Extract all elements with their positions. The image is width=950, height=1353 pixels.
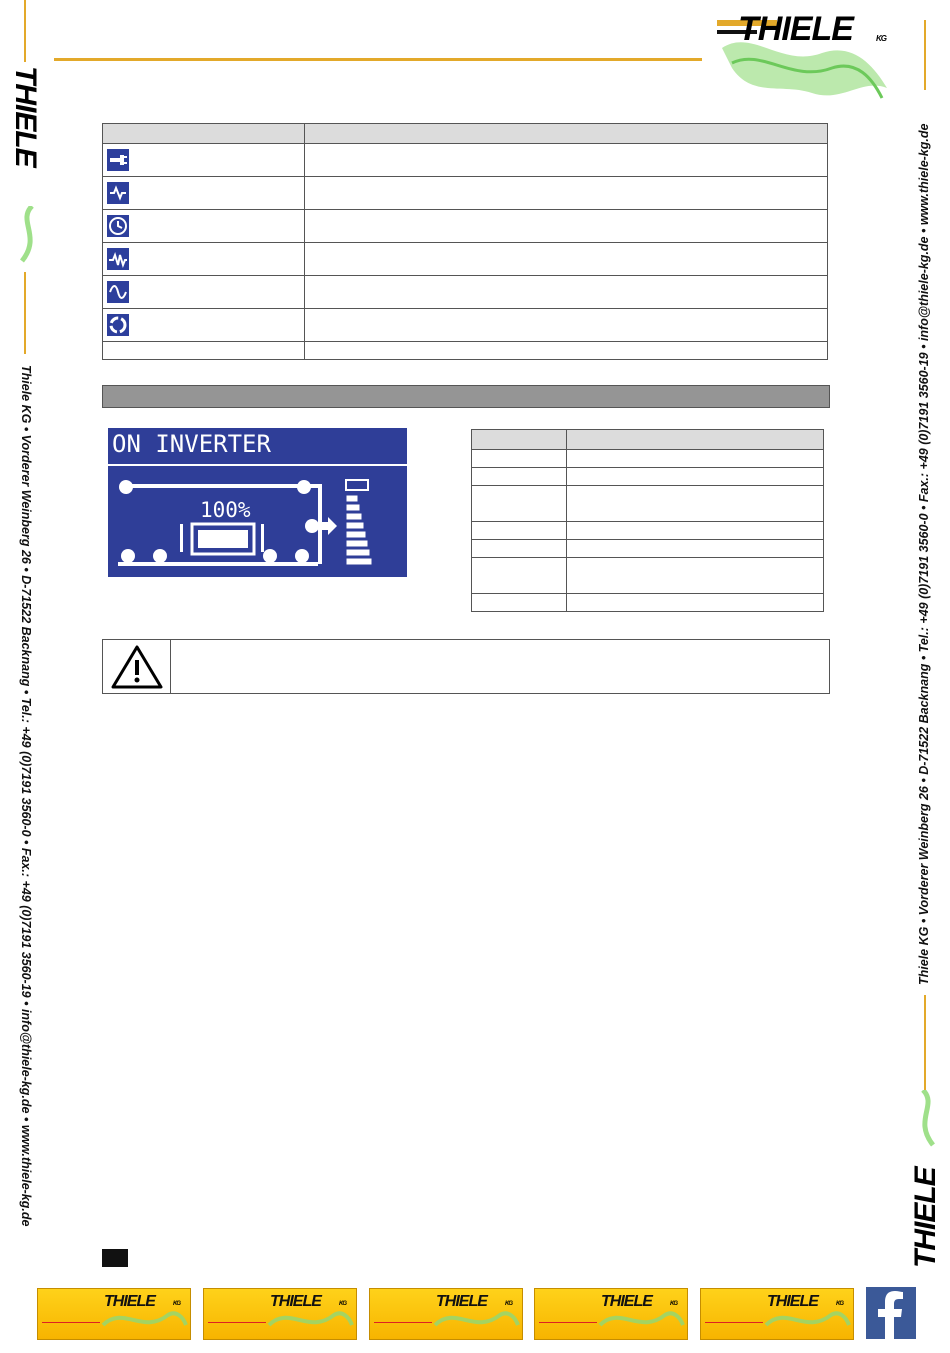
side-logo-right (905, 1090, 945, 1280)
legend-cell (472, 468, 567, 486)
table-row (472, 450, 824, 468)
side-logo-word: THIELE (9, 66, 42, 167)
sine-wave-icon (107, 281, 129, 303)
lcd-separator (108, 464, 407, 466)
footer-banner-tile[interactable] (203, 1288, 357, 1340)
tile-suffix: KG (173, 1301, 180, 1307)
icon-desc-1 (305, 144, 828, 177)
tile-rule (705, 1322, 763, 1323)
icon-table-header-2 (305, 124, 828, 144)
plug-icon (107, 149, 129, 171)
icon-desc-5 (305, 276, 828, 309)
side-logo-left (10, 66, 42, 266)
legend-cell (472, 450, 567, 468)
section-heading-bar (102, 385, 830, 408)
table-row (103, 144, 828, 177)
table-row (103, 210, 828, 243)
legend-cell (567, 522, 824, 540)
lcd-diagram (108, 468, 407, 577)
side-rule-right-top (924, 20, 926, 90)
legend-table (471, 429, 824, 612)
clock-icon (107, 215, 129, 237)
load-bar (347, 505, 359, 510)
facebook-link[interactable] (866, 1287, 916, 1339)
legend-cell (567, 486, 824, 522)
recycle-icon (107, 314, 129, 336)
header-rule (54, 58, 702, 61)
load-bar (347, 523, 363, 528)
table-row (103, 276, 828, 309)
tile-suffix: KG (339, 1301, 346, 1307)
icon-desc-3 (305, 210, 828, 243)
side-swoosh-right-icon (913, 1090, 943, 1150)
legend-cell (472, 558, 567, 594)
battery-fill (198, 530, 248, 548)
load-bar (347, 496, 357, 501)
legend-cell (472, 486, 567, 522)
table-row (103, 309, 828, 342)
tile-rule (374, 1322, 432, 1323)
wave-icon (107, 182, 129, 204)
warning-box (102, 639, 830, 694)
side-contact-left: Thiele KG • Vorderer Weinberg 26 • D-71522 Backnang • Tel.: +49 (0)7191 3560-0 • Fax.: +49 (0)7191 3560-19 • info@thiele-kg.de • www.thiele-kg.de (19, 365, 33, 1227)
load-bar (347, 514, 361, 519)
header-logo (712, 8, 892, 108)
table-row (103, 243, 828, 276)
tile-word: THIELE (104, 1293, 155, 1310)
icon-desc-6 (305, 309, 828, 342)
footer-banner-tile[interactable] (700, 1288, 854, 1340)
tile-word: THIELE (270, 1293, 321, 1310)
tile-rule (208, 1322, 266, 1323)
load-level-bars (346, 480, 371, 564)
legend-cell (567, 450, 824, 468)
bypass-wave-icon (107, 248, 129, 270)
side-swoosh-icon (12, 206, 42, 266)
side-rule-right-bottom (924, 995, 926, 1090)
load-bar-cap (346, 480, 368, 490)
warning-icon (110, 644, 164, 690)
tile-suffix: KG (505, 1301, 512, 1307)
load-bar (347, 541, 367, 546)
footer-banner-tile[interactable] (37, 1288, 191, 1340)
icon-desc-7 (305, 342, 828, 360)
footer-banner-tile[interactable] (534, 1288, 688, 1340)
legend-header-2 (567, 430, 824, 450)
logo-word: THIELE (738, 10, 853, 48)
warning-divider (170, 640, 171, 693)
legend-header-1 (472, 430, 567, 450)
lcd-percent: 100% (200, 498, 251, 522)
lcd-title: ON INVERTER (112, 430, 271, 458)
side-logo-right-word: THIELE (909, 1167, 942, 1268)
icon-desc-2 (305, 177, 828, 210)
logo-suffix: KG (876, 34, 886, 43)
load-bar (347, 550, 369, 555)
legend-cell (472, 522, 567, 540)
load-bar (347, 559, 371, 564)
side-contact-right: Thiele KG • Vorderer Weinberg 26 • D-71522 Backnang • Tel.: +49 (0)7191 3560-0 • Fax.: +49 (0)7191 3560-19 • info@thiele-kg.de • www.thiele-kg.de (917, 123, 931, 985)
tile-word: THIELE (767, 1293, 818, 1310)
legend-cell (567, 468, 824, 486)
table-row (472, 540, 824, 558)
lcd-display (108, 428, 407, 577)
tile-suffix: KG (670, 1301, 677, 1307)
side-rule-left (24, 272, 26, 354)
table-row (103, 342, 828, 360)
table-row (472, 486, 824, 522)
tile-word: THIELE (601, 1293, 652, 1310)
facebook-icon (866, 1287, 916, 1339)
table-row (472, 594, 824, 612)
tile-rule (42, 1322, 100, 1323)
footer-banner-tile[interactable] (369, 1288, 523, 1340)
table-row (472, 468, 824, 486)
icon-desc-4 (305, 243, 828, 276)
legend-cell (567, 558, 824, 594)
table-row (472, 558, 824, 594)
legend-cell (472, 540, 567, 558)
load-bar (347, 532, 365, 537)
table-row (103, 177, 828, 210)
icon-table (102, 123, 828, 360)
icon-table-header-1 (103, 124, 305, 144)
tile-word: THIELE (436, 1293, 487, 1310)
tile-rule (539, 1322, 597, 1323)
table-row (472, 522, 824, 540)
page-number-box (102, 1249, 128, 1267)
legend-cell (567, 540, 824, 558)
tile-suffix: KG (836, 1301, 843, 1307)
